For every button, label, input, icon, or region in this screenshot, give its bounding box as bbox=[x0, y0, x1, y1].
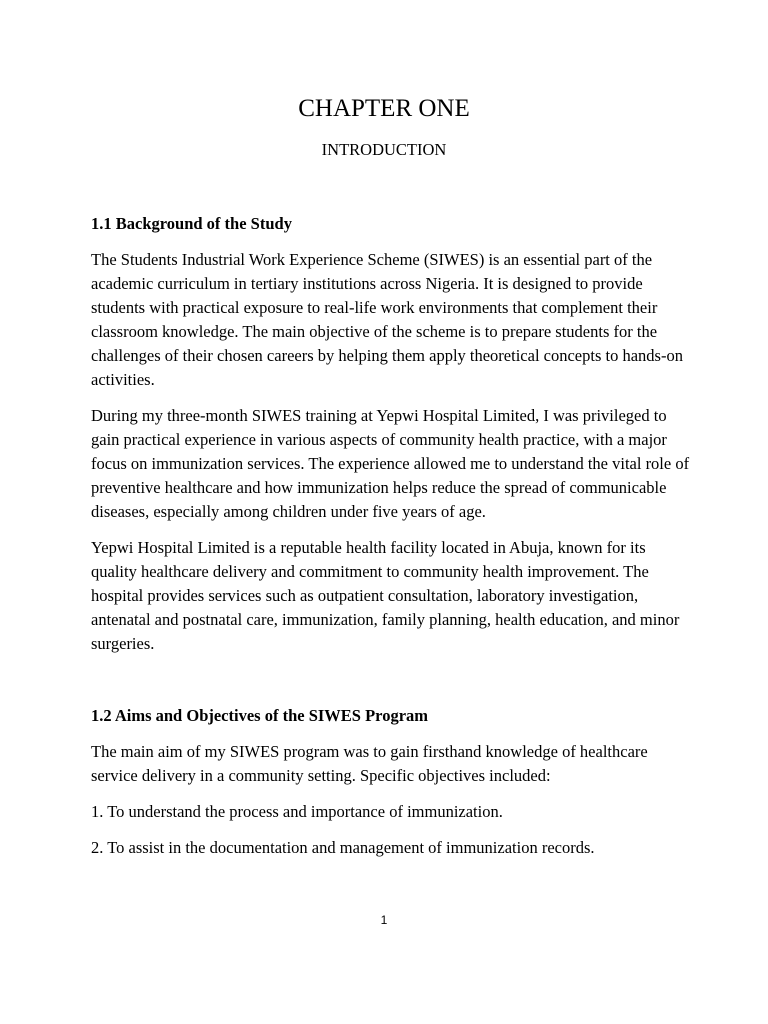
document-body bbox=[91, 212, 691, 872]
page-number: 1 bbox=[380, 913, 388, 927]
section-background bbox=[91, 212, 691, 656]
section-spacer bbox=[91, 668, 691, 704]
list-item: 1. To understand the process and importance of immunization. bbox=[91, 802, 503, 821]
chapter-subtitle: INTRODUCTION bbox=[321, 140, 447, 159]
section-heading: 1.1 Background of the Study bbox=[91, 214, 292, 233]
chapter-title: CHAPTER ONE bbox=[298, 95, 470, 122]
paragraph: The main aim of my SIWES program was to gain firsthand knowledge of healthcare service delivery in a community setting. Specific objectives included: bbox=[91, 742, 648, 785]
section-heading: 1.2 Aims and Objectives of the SIWES Program bbox=[91, 706, 429, 725]
paragraph: The Students Industrial Work Experience Scheme (SIWES) is an essential part of the academic curriculum in tertiary institutions across Nigeria. It is designed to provide students with practical exposure to real-life work environments that complement their classroom knowledge. The main objective of the scheme is to prepare students for the challenges of their chosen careers by helping them apply theoretical concepts to hands-on activities. bbox=[91, 250, 683, 389]
list-item: 2. To assist in the documentation and management of immunization records. bbox=[91, 838, 595, 857]
paragraph: During my three-month SIWES training at Yepwi Hospital Limited, I was privileged to gain practical experience in various aspects of community health practice, with a major focus on immunization services. The experience allowed me to understand the vital role of preventive healthcare and how immunization helps reduce the spread of communicable diseases, especially among children under five years of age. bbox=[91, 406, 690, 521]
section-aims-objectives bbox=[91, 704, 691, 860]
paragraph: Yepwi Hospital Limited is a reputable health facility located in Abuja, known for its quality healthcare delivery and commitment to community health improvement. The hospital provides services such as outpatient consultation, laboratory investigation, antenatal and postnatal care, immunization, family planning, health education, and minor surgeries. bbox=[91, 538, 680, 653]
